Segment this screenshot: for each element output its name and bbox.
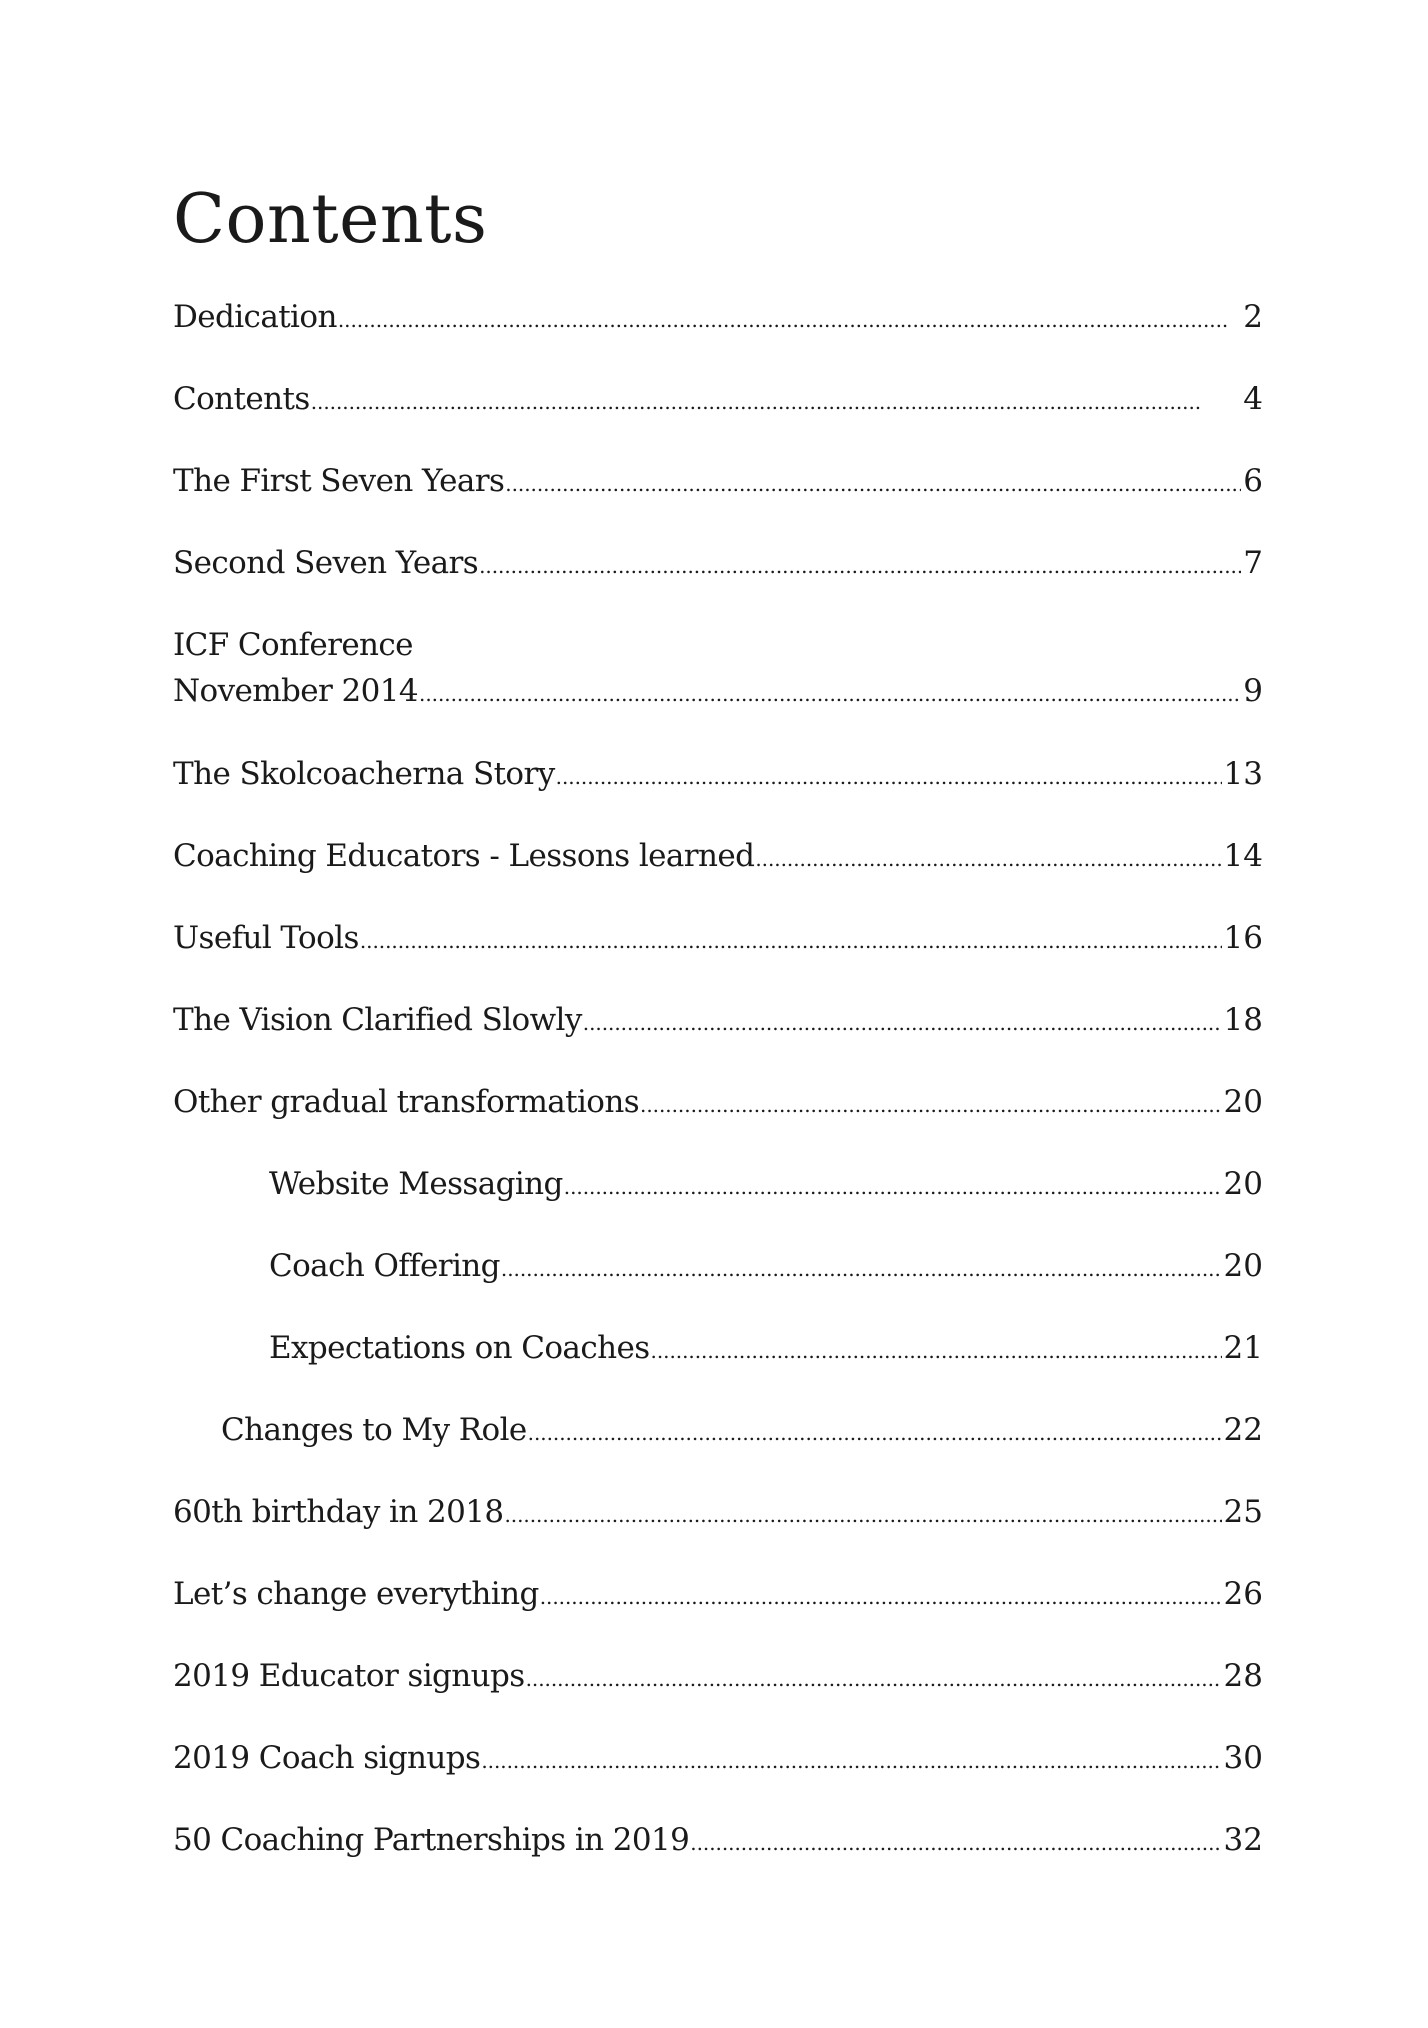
toc-entry-title: Contents bbox=[173, 381, 310, 417]
toc-entry[interactable] bbox=[269, 1161, 1263, 1210]
toc-entry-title: November 2014 bbox=[173, 673, 418, 709]
toc-entry-title: 2019 Educator signups bbox=[173, 1658, 525, 1694]
toc-entry[interactable] bbox=[269, 1325, 1263, 1374]
dot-leader bbox=[755, 836, 1221, 882]
toc-entry-page: 13 bbox=[1223, 756, 1263, 792]
toc-entry-title: Useful Tools bbox=[173, 920, 359, 956]
dot-leader bbox=[311, 379, 1242, 425]
dot-leader bbox=[583, 1000, 1222, 1046]
toc-entry-page: 20 bbox=[1223, 1166, 1263, 1202]
toc-entry[interactable] bbox=[173, 1735, 1263, 1784]
toc-entry-page: 26 bbox=[1223, 1576, 1263, 1612]
toc-entry-page: 18 bbox=[1223, 1002, 1263, 1038]
page-title: Contents bbox=[173, 180, 488, 259]
toc-entry[interactable] bbox=[173, 1489, 1263, 1538]
toc-entry[interactable] bbox=[173, 294, 1263, 343]
dot-leader bbox=[501, 1246, 1222, 1292]
toc-entry-page: 28 bbox=[1223, 1658, 1263, 1694]
dot-leader bbox=[504, 1492, 1221, 1538]
toc-entry-page: 20 bbox=[1223, 1248, 1263, 1284]
toc-entry-page: 21 bbox=[1223, 1330, 1263, 1366]
dot-leader bbox=[419, 671, 1241, 717]
toc-entry-title: Second Seven Years bbox=[173, 545, 479, 581]
dot-leader bbox=[528, 1410, 1222, 1456]
toc-entry-title: Dedication bbox=[173, 299, 337, 335]
dot-leader bbox=[526, 1656, 1222, 1702]
toc-entry-title: Website Messaging bbox=[269, 1166, 563, 1202]
toc-entry-page: 25 bbox=[1223, 1494, 1263, 1530]
toc-entry-page: 7 bbox=[1243, 545, 1263, 581]
toc-entry[interactable] bbox=[173, 751, 1263, 800]
dot-leader bbox=[651, 1328, 1222, 1374]
toc-entry-title: Coaching Educators - Lessons learned bbox=[173, 838, 755, 874]
toc-entry[interactable] bbox=[173, 997, 1263, 1046]
toc-entry[interactable] bbox=[269, 1243, 1263, 1292]
dot-leader bbox=[564, 1164, 1222, 1210]
toc-entry-title: 50 Coaching Partnerships in 2019 bbox=[173, 1822, 690, 1858]
dot-leader bbox=[505, 461, 1241, 507]
toc-entry-page: 16 bbox=[1223, 920, 1263, 956]
toc-entry[interactable] bbox=[173, 833, 1263, 882]
toc-entry-page: 2 bbox=[1243, 299, 1263, 335]
toc-entry-page: 32 bbox=[1223, 1822, 1263, 1858]
toc-entry[interactable] bbox=[173, 1817, 1263, 1866]
toc-entry-continuation bbox=[173, 668, 1263, 717]
toc-entry-title: The Skolcoacherna Story bbox=[173, 756, 555, 792]
dot-leader bbox=[338, 297, 1241, 343]
toc-entry[interactable] bbox=[173, 376, 1263, 425]
toc-entry[interactable] bbox=[173, 622, 1263, 717]
dot-leader bbox=[556, 754, 1222, 800]
toc-entry-title-line1: ICF Conference bbox=[173, 627, 413, 663]
toc-entry-page: 20 bbox=[1223, 1084, 1263, 1120]
toc-entry-page: 22 bbox=[1223, 1412, 1263, 1448]
toc-entry-title: Changes to My Role bbox=[221, 1412, 527, 1448]
toc-entry[interactable] bbox=[173, 1079, 1263, 1128]
toc-entry-page: 4 bbox=[1243, 381, 1263, 417]
toc-entry-title: 60th birthday in 2018 bbox=[173, 1494, 504, 1530]
toc-entry[interactable] bbox=[173, 1653, 1263, 1702]
toc-entry-page: 14 bbox=[1223, 838, 1263, 874]
toc-entry-page: 30 bbox=[1223, 1740, 1263, 1776]
toc-entry-title: The Vision Clarified Slowly bbox=[173, 1002, 582, 1038]
toc-entry[interactable] bbox=[173, 1571, 1263, 1620]
toc-entry-title: Let’s change everything bbox=[173, 1576, 539, 1612]
toc-entry-title: Coach Offering bbox=[269, 1248, 500, 1284]
toc-entry-title: Expectations on Coaches bbox=[269, 1330, 650, 1366]
dot-leader bbox=[360, 918, 1222, 964]
dot-leader bbox=[640, 1082, 1222, 1128]
toc-entry-title: 2019 Coach signups bbox=[173, 1740, 481, 1776]
dot-leader bbox=[690, 1820, 1221, 1866]
toc-entry-title: Other gradual transformations bbox=[173, 1084, 640, 1120]
toc-entry-page: 9 bbox=[1243, 673, 1263, 709]
toc-entry-title: The First Seven Years bbox=[173, 463, 505, 499]
toc-entry-page: 6 bbox=[1243, 463, 1263, 499]
dot-leader bbox=[540, 1574, 1222, 1620]
toc-entry[interactable] bbox=[221, 1407, 1263, 1456]
dot-leader bbox=[479, 543, 1241, 589]
toc-entry[interactable] bbox=[173, 540, 1263, 589]
dot-leader bbox=[481, 1738, 1221, 1784]
toc-entry[interactable] bbox=[173, 458, 1263, 507]
toc-entry[interactable] bbox=[173, 915, 1263, 964]
